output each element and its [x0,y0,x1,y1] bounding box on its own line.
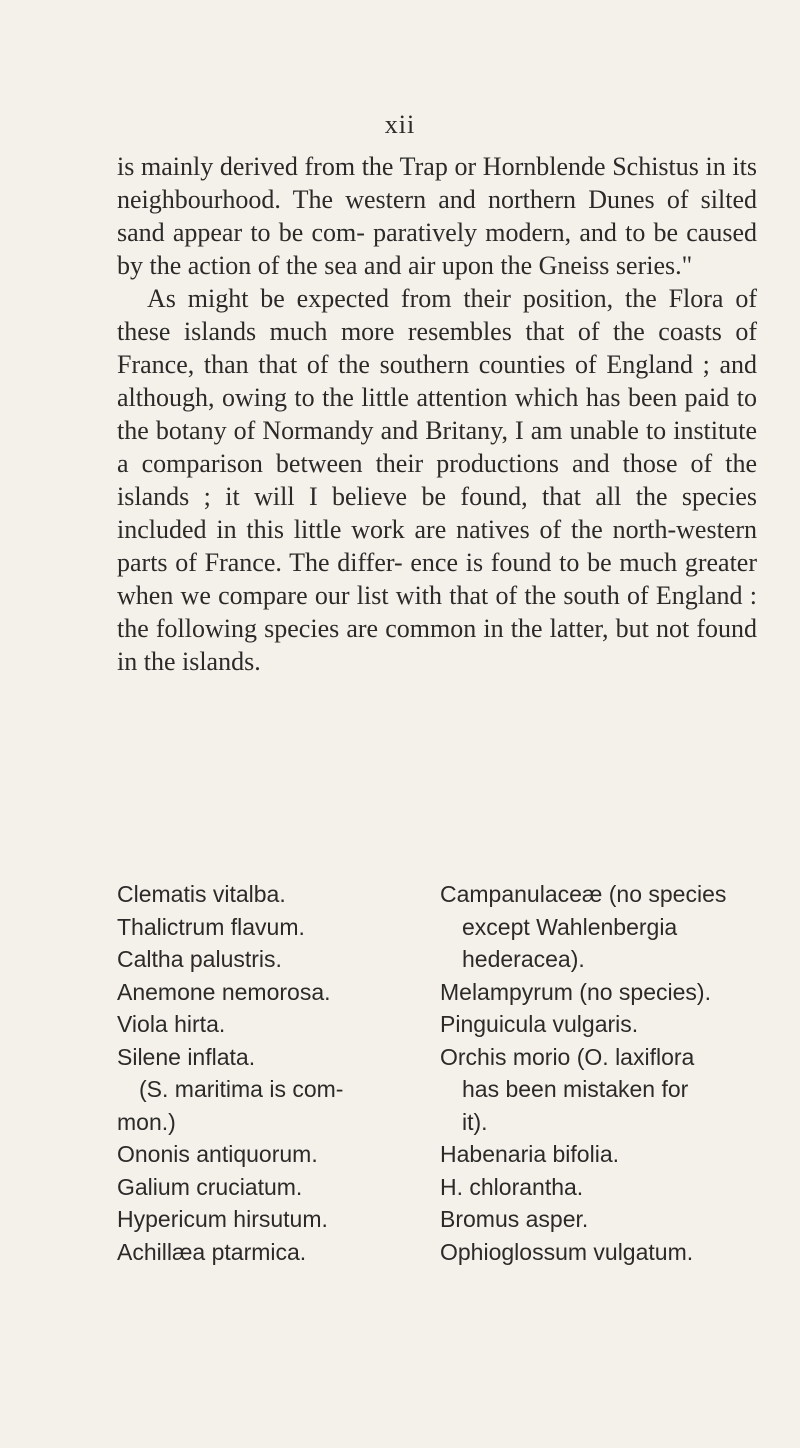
list-item: Ononis antiquorum. [117,1141,318,1167]
list-item: Hypericum hirsutum. [117,1206,328,1232]
list-item: Bromus asper. [440,1206,589,1232]
list-item: has been mistaken for [462,1076,689,1102]
list-item: mon.) [117,1108,176,1135]
list-item: Silene inflata. [117,1043,256,1070]
species-list-right [440,878,757,1268]
paragraph-2: As might be expected from their position, the Flora of these islands much more resembles that of the coasts of France, than that of the southern counties of England ; and although, owing to the little attention which has been paid to the botany of Normandy and Britany, I am unable to institute a comparison between their productions and those of the islands ; it will I believe be found, that all the species included in this little work are natives of the north-western parts of France. The differ- ence is found to be much greater when we compare our list with that of the south of England : the following species are common in the latter, but not found in the islands. [117,284,757,676]
list-item: hederacea). [462,946,585,972]
page-number: xii [384,110,416,139]
list-item: Habenaria bifolia. [440,1141,620,1167]
body-text [117,150,757,678]
list-item: Orchis morio (O. laxiflora [440,1043,695,1070]
list-item: Viola hirta. [117,1011,226,1037]
list-item: Campanulaceæ (no species [440,881,727,907]
list-item: Melampyrum (no species). [440,978,711,1005]
list-item: except Wahlenbergia [462,913,678,940]
list-item: Caltha palustris. [117,946,282,972]
species-list-left [117,878,417,1268]
list-item: H. chlorantha. [440,1173,584,1200]
list-item: Pinguicula vulgaris. [440,1011,639,1037]
list-item: Clematis vitalba. [117,881,286,907]
list-item: it). [462,1108,488,1135]
paragraph-1: is mainly derived from the Trap or Hornblende Schistus in its neighbourhood. The western and northern Dunes of silted sand appear to be com- paratively modern, and to be caused by the action of the sea and air upon the Gneiss series." [117,152,757,280]
list-item: Anemone nemorosa. [117,978,331,1005]
list-item: Achillæa ptarmica. [117,1238,307,1265]
list-item: (S. maritima is com- [139,1076,344,1102]
list-item: Galium cruciatum. [117,1173,303,1200]
list-item: Thalictrum flavum. [117,913,305,940]
list-item: Ophioglossum vulgatum. [440,1238,694,1265]
